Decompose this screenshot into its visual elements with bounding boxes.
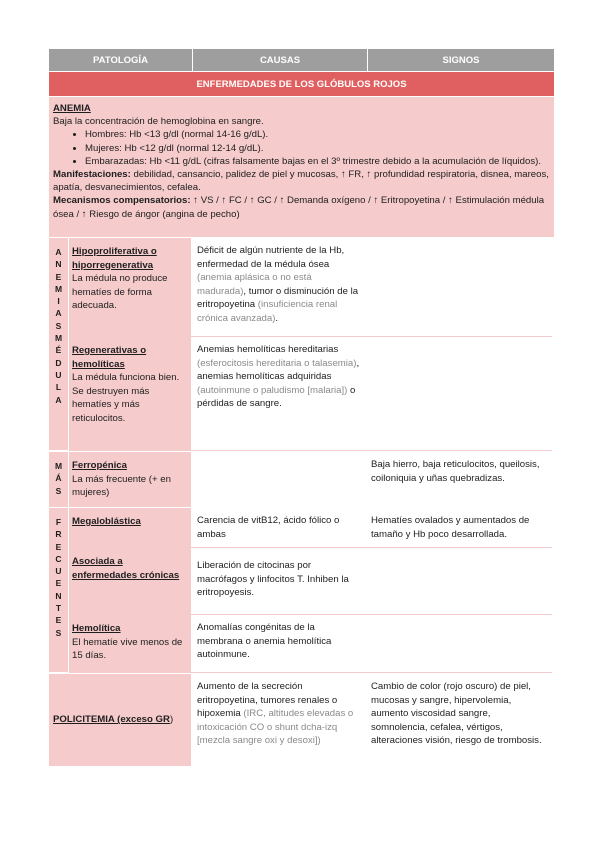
- signs-cell: [366, 615, 552, 672]
- cause-cell: [192, 452, 366, 507]
- pathology-cell: [49, 674, 192, 766]
- header-patologia: PATOLOGÍA: [49, 49, 193, 71]
- cause-cell: Anomalías congénitas de la membrana o anemia hemolítica autoinmune.: [192, 615, 366, 672]
- cause-note: (esferocitosis hereditaria o talasemia): [197, 357, 357, 369]
- cause-text: Déficit de algún nutriente de la Hb, enfermedad de la médula ósea: [197, 245, 345, 270]
- signs-cell: Baja hierro, baja reticulocitos, queilosis, coiloniquia y uñas quebradizas.: [366, 452, 552, 507]
- criteria-men: • Hombres: Hb <13 g/dl (normal 14-16 g/dL).: [85, 128, 550, 141]
- signs-cell: Cambio de color (rojo oscuro) de piel, mucosas y sangre, hipervolemia, aumento viscosidad sangre, somnolencia, cefalea, vértigos, alteraciones visión, riesgo de trombosis.: [366, 674, 552, 766]
- table-row-cronicas: [69, 548, 552, 615]
- cause-text: o pérdidas de sangre.: [197, 384, 356, 410]
- signs-cell: [366, 238, 552, 336]
- table-header: [49, 49, 554, 72]
- anemia-criteria-list: [53, 128, 550, 168]
- mechanisms-text: ↑ VS / ↑ FC / ↑ GC / ↑ Demanda oxígeno / ↑ Eritropoyetina / ↑ Estimulación médula ósea / ↑ Riesgo de ángor (angina de pecho): [53, 195, 545, 220]
- table-row-hemolitica: [69, 615, 552, 673]
- signs-cell: Hematíes ovalados y aumentados de tamaño y Hb poco desarrollada.: [366, 508, 552, 547]
- signs-cell: [366, 548, 552, 614]
- manifestations-text: debilidad, cansancio, palidez de piel y mucosas, ↑ FR, ↑ profundidad respiratoria, disnea, mareos, apatía, desvanecimientos, cefalea.: [53, 169, 549, 194]
- pathology-title: Ferropénica: [72, 460, 127, 471]
- cause-cell: [192, 238, 366, 336]
- pathology-desc: La médula no produce hematíes de forma adecuada.: [72, 273, 168, 312]
- criteria-women: • Mujeres: Hb <12 g/dl (normal 12-14 g/dL).: [85, 142, 550, 155]
- anemia-mechanisms: [53, 194, 550, 220]
- anemia-block: [49, 97, 554, 238]
- table-row-policitemia: [49, 674, 554, 767]
- pathology-cell: [69, 238, 192, 336]
- cause-text: , tumor o disminución de la eritropoyetina: [197, 285, 359, 311]
- cause-note: (autoinmune o paludismo [malaria]): [197, 384, 348, 396]
- table-row-megaloblastica: [69, 508, 552, 548]
- group-label-mas: [49, 452, 69, 507]
- anemia-definition: Baja la concentración de hemoglobina en sangre.: [53, 116, 264, 128]
- cause-text: Anemias hemolíticas hereditarias: [197, 344, 339, 355]
- pathology-title: Regenerativas o hemolíticas: [72, 345, 147, 370]
- pathology-title: Megaloblástica: [72, 516, 141, 527]
- group-label-anemias-medula: [49, 238, 69, 450]
- pathology-title-end: ): [169, 714, 174, 726]
- pathology-cell: [69, 615, 192, 672]
- pathology-desc: El hematíe vive menos de 15 días.: [72, 636, 183, 662]
- section-title: ENFERMEDADES DE LOS GLÓBULOS ROJOS: [49, 72, 554, 97]
- pathology-title: Hemolítica: [72, 623, 121, 634]
- group-letters-2: M Á S: [54, 461, 63, 496]
- cause-cell: Carencia de vitB12, ácido fólico o ambas: [192, 508, 366, 547]
- cause-note: (anemia aplásica o no está madurada): [197, 272, 312, 297]
- pathology-desc: La médula funciona bien. Se destruyen más hematíes y más reticulocitos.: [72, 372, 180, 424]
- table-row-hipoproliferativa: [69, 238, 552, 337]
- criteria-pregnant: • Embarazadas: Hb <11 g/dL (cifras falsamente bajas en el 3º trimestre debido a la acumulación de líquidos).: [85, 155, 550, 168]
- group-anemias-medula: [49, 238, 554, 452]
- header-causas: CAUSAS: [193, 49, 368, 71]
- manifestations-label: Manifestaciones:: [53, 169, 131, 181]
- cause-cell: Liberación de citocinas por macrófagos y linfocitos T. Inhiben la eritropoyesis.: [192, 548, 366, 614]
- table-row-ferropenica: [69, 452, 552, 507]
- anemia-manifestations: [53, 168, 550, 194]
- cause-cell: [192, 674, 366, 766]
- group-label-frecuentes: [49, 508, 69, 672]
- table-row-regenerativas: [69, 337, 552, 451]
- anemia-title: ANEMIA: [53, 103, 91, 114]
- cause-note: (IRC, altitudes elevadas o intoxicación CO o shunt dcha-izq [mezcla sangre oxi y desoxi]): [197, 708, 354, 747]
- mechanisms-label: Mecanismos compensatorios:: [53, 195, 191, 207]
- pathology-title: Hipoproliferativa o hiporregenerativa: [72, 246, 157, 271]
- pathology-cell: [69, 548, 192, 614]
- pathology-cell: [69, 337, 192, 450]
- pathology-table: [49, 49, 554, 767]
- cause-cell: [192, 337, 366, 450]
- group-mas: [49, 452, 554, 508]
- pathology-cell: [69, 508, 192, 547]
- group-frecuentes: [49, 508, 554, 674]
- header-signos: SIGNOS: [442, 54, 480, 66]
- pathology-cell: [69, 452, 192, 507]
- pathology-desc: La más frecuente (+ en mujeres): [72, 473, 171, 499]
- group-letters-3: F R E C U E N T E S: [55, 517, 62, 638]
- pathology-title: Asociada a enfermedades crónicas: [72, 556, 180, 581]
- cause-text: , anemias hemolíticas adquiridas: [197, 357, 360, 383]
- cause-text: Aumento de la secreción eritropoyetina, tumores renales o hipoxemia: [197, 681, 338, 720]
- pathology-title: POLICITEMIA (exceso GR: [53, 714, 170, 726]
- signs-cell: [366, 337, 552, 450]
- cause-note: (insuficiencia renal crónica avanzada): [197, 299, 338, 324]
- cause-text: .: [275, 312, 279, 324]
- group-letters-1: A N E M I A S M É D U L A: [54, 247, 63, 405]
